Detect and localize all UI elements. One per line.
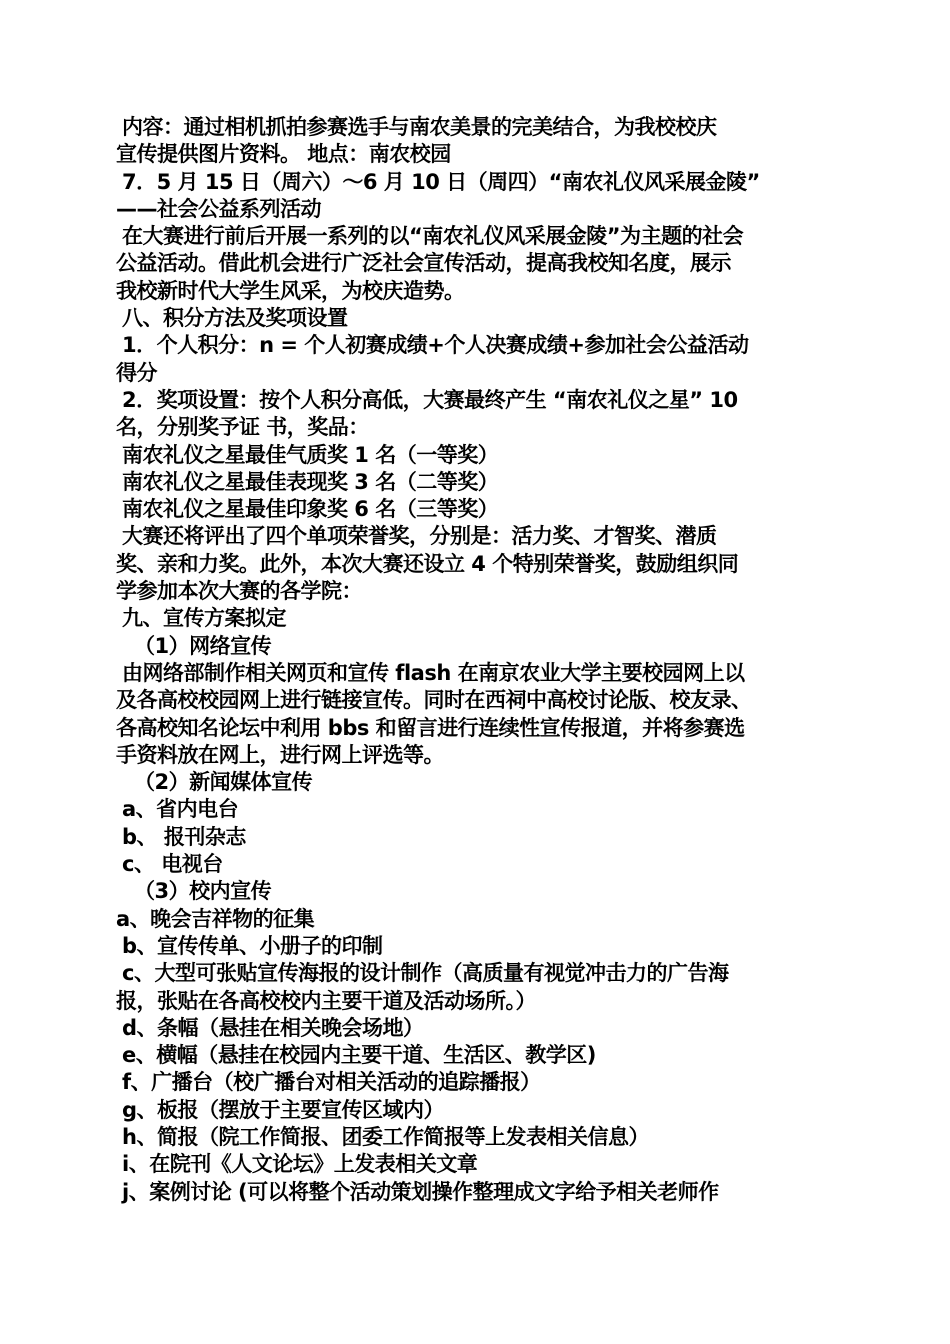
list-item: d、条幅（悬挂在相关晚会场地） — [122, 1015, 424, 1040]
list-item: a、晚会吉祥物的征集 — [116, 906, 315, 931]
text-line: 宣传提供图片资料。 地点：南农校园 — [116, 142, 451, 167]
list-item: e、横幅（悬挂在校园内主要干道、生活区、教学区) — [122, 1043, 596, 1068]
text-line: 名，分别奖予证 书，奖品： — [116, 415, 369, 440]
text-line: 内容：通过相机抓拍参赛选手与南农美景的完美结合，为我校校庆 — [122, 115, 717, 139]
section-heading: 九、宣传方案拟定 — [122, 606, 286, 631]
text-line: 在大赛进行前后开展一系列的以“南农礼仪风采展金陵”为主题的社会 — [122, 224, 744, 249]
list-item: c、大型可张贴宣传海报的设计制作（高质量有视觉冲击力的广告海 — [122, 961, 729, 986]
list-item: b、宣传传单、小册子的印制 — [122, 933, 383, 958]
text-line: 公益活动。借此机会进行广泛社会宣传活动，提高我校知名度，展示 — [116, 251, 731, 276]
text-line: 报，张贴在各高校校内主要干道及活动场所。） — [116, 988, 536, 1013]
list-item: j、案例讨论 (可以将整个活动策划操作整理成文字给予相关老师作 — [122, 1179, 719, 1204]
subsection-heading: （2）新闻媒体宣传 — [134, 770, 313, 795]
text-line: 各高校知名论坛中利用 bbs 和留言进行连续性宣传报道，并将参赛选 — [116, 715, 745, 740]
text-line: 由网络部制作相关网页和宣传 flash 在南京农业大学主要校园网上以 — [122, 660, 745, 685]
award-item: 南农礼仪之星最佳印象奖 6 名（三等奖） — [122, 497, 499, 522]
text-line: 1．个人积分：n = 个人初赛成绩+个人决赛成绩+参加社会公益活动 — [122, 333, 749, 358]
list-item: b、 报刊杂志 — [122, 824, 246, 849]
award-item: 南农礼仪之星最佳气质奖 1 名（一等奖） — [122, 442, 499, 467]
text-line: 奖、亲和力奖。此外，本次大赛还设立 4 个特别荣誉奖，鼓励组织同 — [116, 551, 739, 576]
list-item: a、省内电台 — [122, 797, 239, 822]
section-heading: 八、积分方法及奖项设置 — [122, 306, 348, 331]
document-body — [116, 114, 856, 1206]
text-line: 大赛还将评出了四个单项荣誉奖，分别是：活力奖、才智奖、潜质 — [122, 524, 717, 549]
text-line: 学参加本次大赛的各学院： — [116, 579, 362, 604]
list-item: h、简报（院工作简报、团委工作简报等上发表相关信息） — [122, 1124, 649, 1149]
list-item: f、广播台（校广播台对相关活动的追踪播报） — [122, 1070, 541, 1095]
text-line: 得分 — [116, 360, 157, 385]
award-item: 南农礼仪之星最佳表现奖 3 名（二等奖） — [122, 469, 499, 494]
text-line: 2．奖项设置：按个人积分高低，大赛最终产生 “南农礼仪之星” 10 — [122, 387, 738, 412]
text-line: 及各高校校园网上进行链接宣传。同时在西祠中高校讨论版、校友录、 — [116, 688, 752, 713]
text-line: 手资料放在网上，进行网上评选等。 — [116, 742, 444, 767]
subsection-heading: （1）网络宣传 — [134, 633, 272, 658]
list-item: i、在院刊《人文论坛》上发表相关文章 — [122, 1152, 478, 1177]
text-line: 我校新时代大学生风采，为校庆造势。 — [116, 278, 465, 303]
text-line: ——社会公益系列活动 — [116, 196, 321, 221]
subsection-heading: （3）校内宣传 — [134, 879, 272, 904]
text-line: 7．5 月 15 日（周六）～6 月 10 日（周四）“南农礼仪风采展金陵” — [122, 169, 760, 194]
list-item: g、板报（摆放于主要宣传区域内） — [122, 1097, 445, 1122]
list-item: c、 电视台 — [122, 852, 223, 877]
